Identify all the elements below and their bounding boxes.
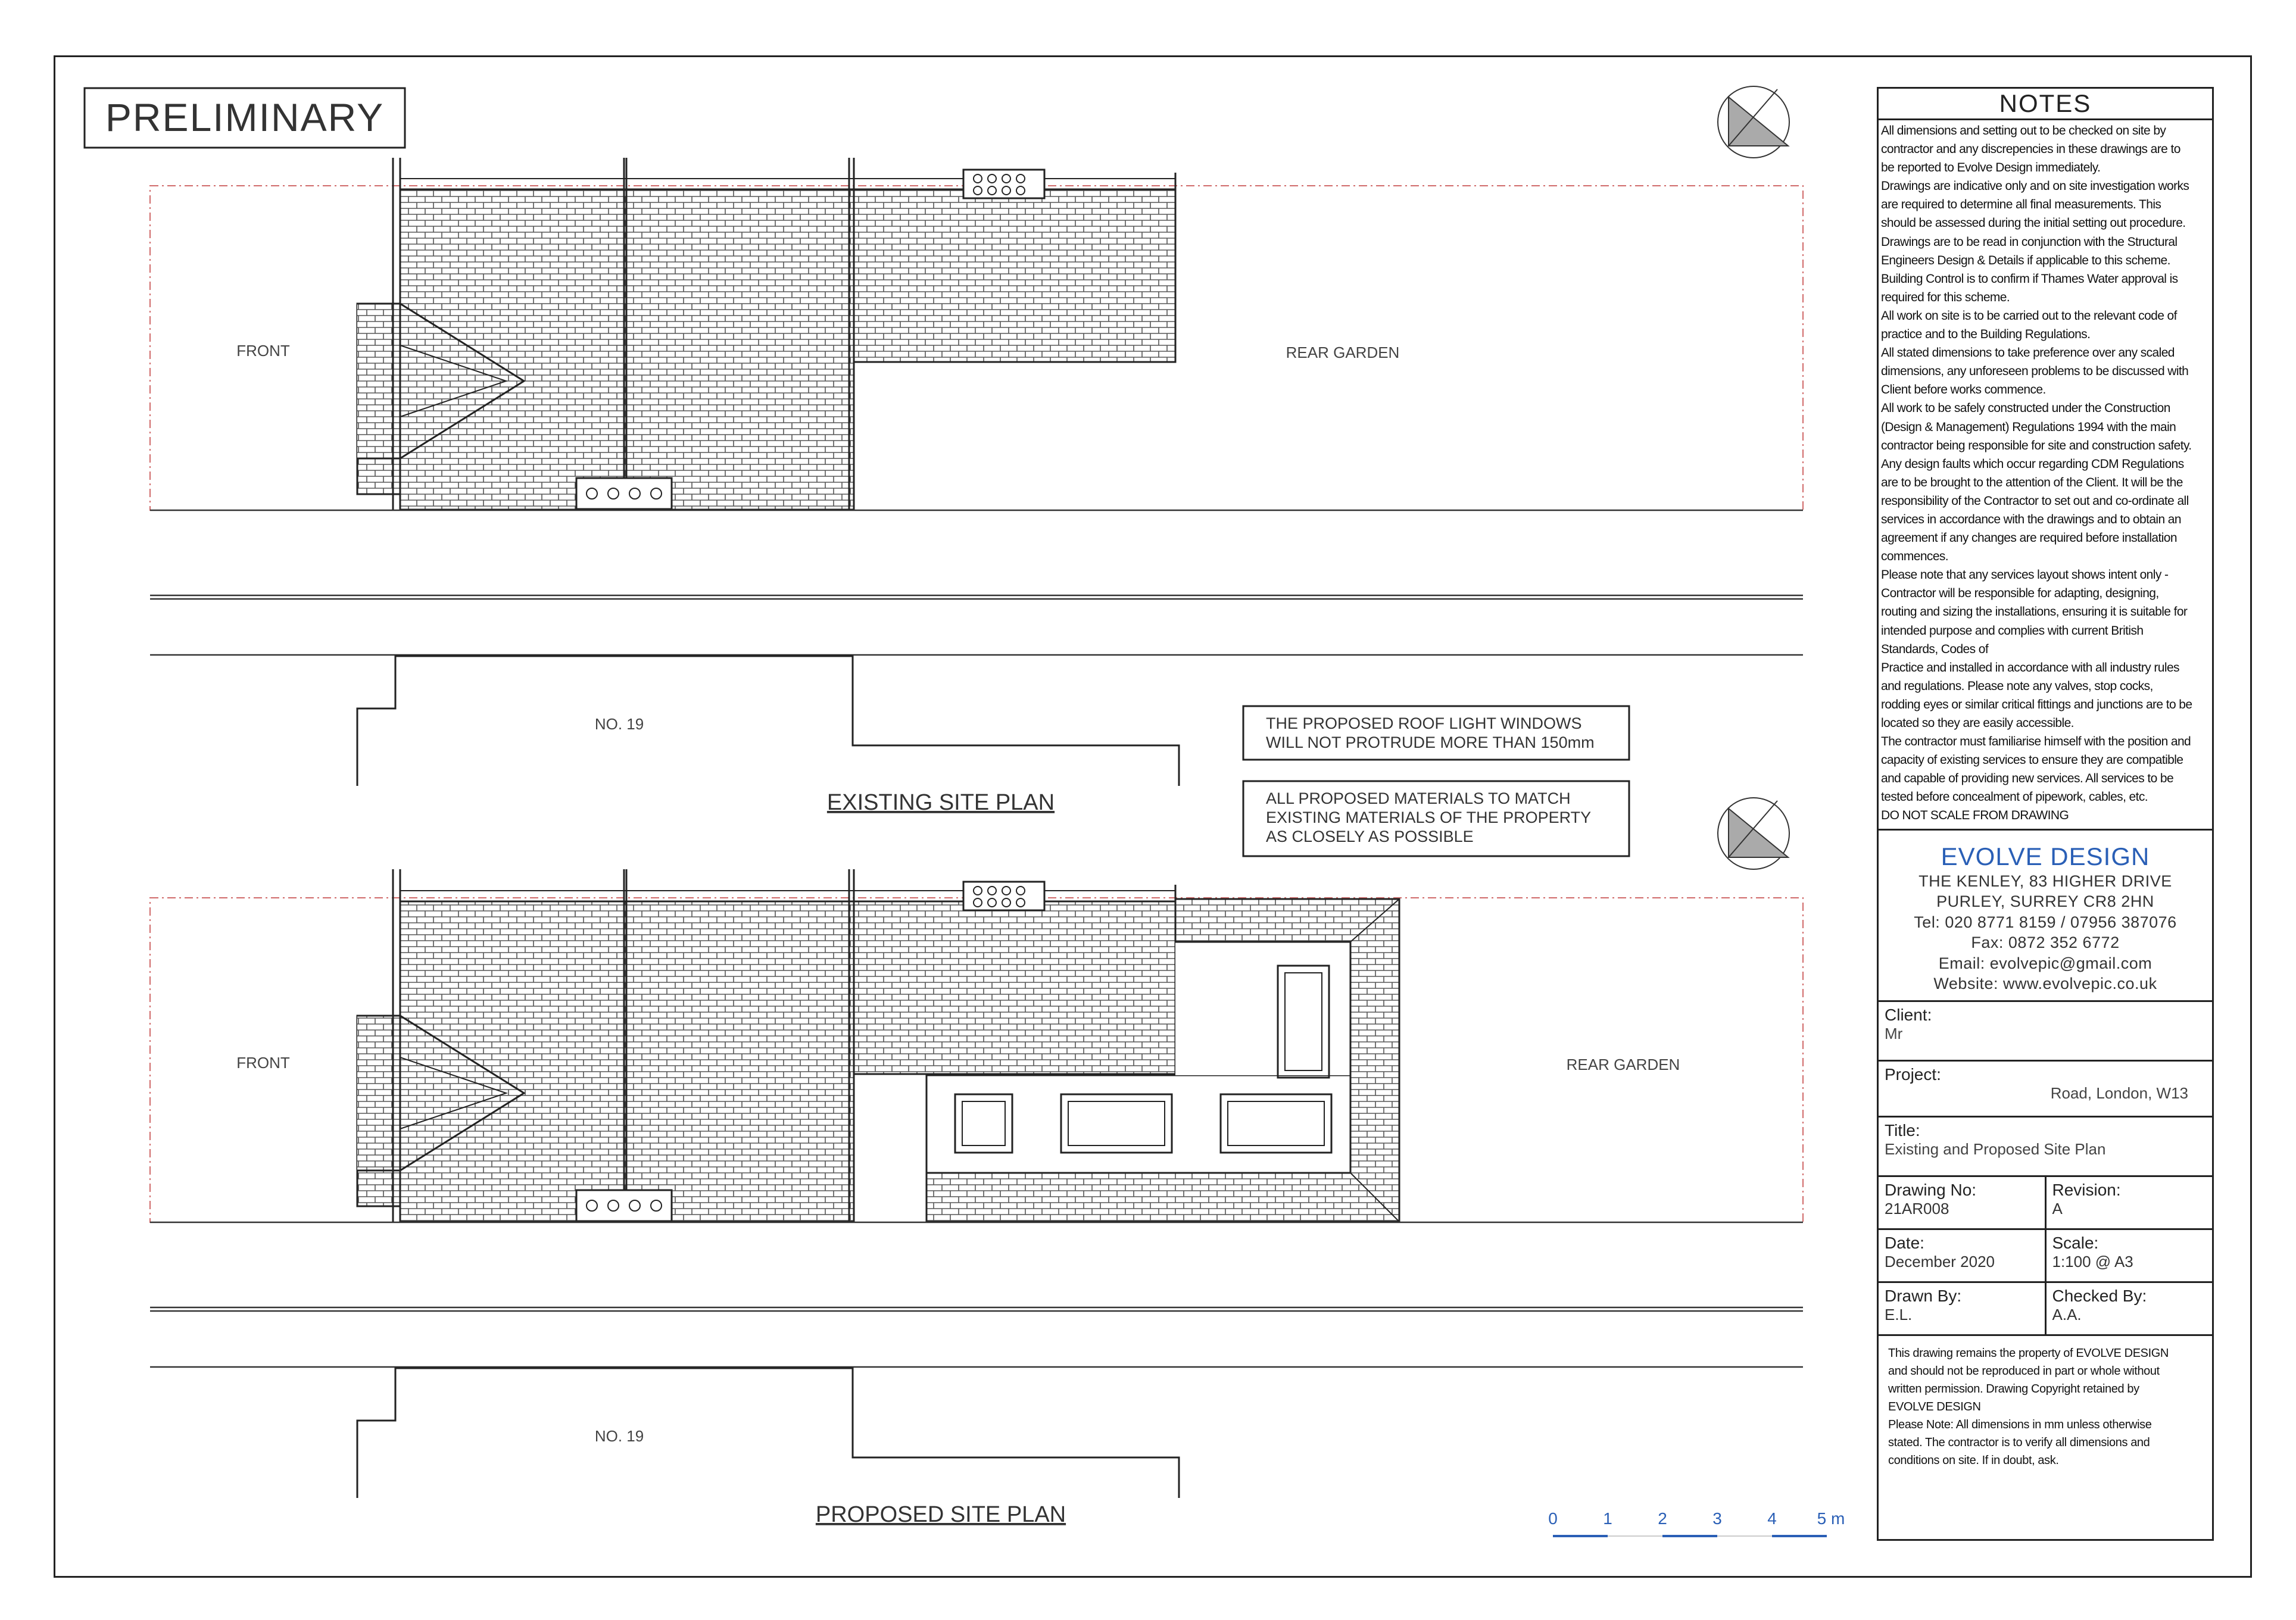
- scale-label: Scale:: [2052, 1233, 2099, 1252]
- copyright-line: stated. The contractor is to verify all dimensions and: [1888, 1435, 2150, 1449]
- note-line: Contractor will be responsible for adapting, designing,: [1881, 586, 2159, 601]
- drawn-by-label: Drawn By:: [1885, 1286, 1962, 1305]
- callout-line: AS CLOSELY AS POSSIBLE: [1266, 828, 1474, 845]
- firm-email: Email: evolvepic@gmail.com: [1938, 954, 2152, 972]
- copyright-line: EVOLVE DESIGN: [1888, 1400, 1981, 1413]
- proposed-site-plan: [150, 869, 1803, 1527]
- scale-tick: 1: [1603, 1509, 1612, 1528]
- scale-bar: [1548, 1509, 1845, 1536]
- note-line: All dimensions and setting out to be checked on site by: [1881, 124, 2166, 138]
- note-line: Client before works commence.: [1881, 383, 2046, 397]
- note-line: should be assessed during the initial setting out procedure.: [1881, 216, 2186, 230]
- existing-plan-title: EXISTING SITE PLAN: [826, 790, 1055, 815]
- checked-by-label: Checked By:: [2052, 1286, 2147, 1305]
- drawing-no-cell: [1879, 1177, 2047, 1228]
- drawing-no-label: Drawing No:: [1885, 1180, 1977, 1199]
- note-line: Drawings are to be read in conjunction with the Structural: [1881, 235, 2178, 249]
- note-line: dimensions, any unforeseen problems to be discussed with: [1881, 364, 2189, 379]
- checked-by-cell: [2047, 1283, 2213, 1334]
- firm-fax: Fax: 0872 352 6772: [1971, 934, 2120, 952]
- scale-tick: 3: [1712, 1509, 1722, 1528]
- note-line: All work on site is to be carried out to the relevant code of: [1881, 308, 2177, 323]
- drawn-by-cell: [1879, 1283, 2047, 1334]
- firm-address-line: THE KENLEY, 83 HIGHER DRIVE: [1918, 872, 2172, 890]
- copyright-line: This drawing remains the property of EVOLVE DESIGN: [1888, 1346, 2169, 1360]
- drawn-by-value: E.L.: [1885, 1305, 1913, 1324]
- note-line: services in accordance with the drawings and to obtain an: [1881, 512, 2181, 526]
- rear-garden-label: REAR GARDEN: [1566, 1056, 1680, 1073]
- neighbour-label: NO. 19: [594, 1427, 644, 1445]
- preliminary-text: PRELIMINARY: [105, 95, 385, 139]
- north-arrow-icon: [1718, 798, 1789, 869]
- callout-line: WILL NOT PROTRUDE MORE THAN 150mm: [1266, 733, 1595, 751]
- front-label: FRONT: [236, 342, 290, 360]
- note-line: Please note that any services layout shows intent only -: [1881, 568, 2169, 582]
- client-label: Client:: [1885, 1005, 1932, 1024]
- note-line: All work to be safely constructed under the Construction: [1881, 401, 2170, 416]
- note-line: and regulations. Please note any valves, stop cocks,: [1881, 679, 2153, 693]
- title-label: Title:: [1885, 1120, 1920, 1140]
- proposed-plan-title: PROPOSED SITE PLAN: [815, 1502, 1066, 1527]
- rear-garden-label: REAR GARDEN: [1286, 344, 1400, 361]
- firm-phone: Tel: 020 8771 8159 / 07956 387076: [1914, 913, 2177, 931]
- note-line: Any design faults which occur regarding CDM Regulations: [1881, 457, 2184, 471]
- note-line: DO NOT SCALE FROM DRAWING: [1881, 809, 2069, 823]
- materials-callout: [1243, 781, 1629, 856]
- title-value: Existing and Proposed Site Plan: [1885, 1140, 2106, 1158]
- note-line: routing and sizing the installations, ensuring it is suitable for: [1881, 605, 2188, 619]
- client-value: Mr: [1885, 1024, 1903, 1042]
- scale-cell: [2047, 1230, 2213, 1281]
- note-line: Building Control is to confirm if Thames Water approval is: [1881, 271, 2178, 286]
- revision-value: A: [2052, 1199, 2063, 1218]
- neighbour-label: NO. 19: [594, 715, 644, 733]
- firm-website: Website: www.evolvepic.co.uk: [1933, 975, 2157, 993]
- title-block: [1877, 87, 2214, 1541]
- date-value: December 2020: [1885, 1252, 1995, 1271]
- copyright-line: conditions on site. If in doubt, ask.: [1888, 1453, 2059, 1467]
- note-line: Drawings are indicative only and on site investigation works: [1881, 179, 2189, 193]
- project-label: Project:: [1885, 1065, 1941, 1084]
- firm-address-line: PURLEY, SURREY CR8 2HN: [1936, 892, 2154, 911]
- rooflight-callout: [1243, 706, 1629, 760]
- date-cell: [1879, 1230, 2047, 1281]
- notes-heading: NOTES: [1879, 89, 2212, 120]
- north-arrow-icon: [1718, 86, 1789, 158]
- preliminary-stamp: [85, 88, 405, 148]
- note-line: agreement if any changes are required before installation: [1881, 531, 2177, 545]
- note-line: tested before concealment of pipework, cables, etc.: [1881, 790, 2148, 804]
- note-line: are to be brought to the attention of the Client. It will be the: [1881, 475, 2183, 489]
- copyright-line: and should not be reproduced in part or whole without: [1888, 1364, 2160, 1378]
- note-line: responsibility of the Contractor to set out and co-ordinate all: [1881, 494, 2189, 508]
- copyright-line: Please Note: All dimensions in mm unless otherwise: [1888, 1418, 2152, 1431]
- note-line: be reported to Evolve Design immediately.: [1881, 161, 2101, 175]
- copyright-notice: [1879, 1334, 2212, 1539]
- firm-name: EVOLVE DESIGN: [1941, 842, 2150, 870]
- client-cell: [1879, 1000, 2212, 1060]
- date-label: Date:: [1885, 1233, 1924, 1252]
- drawing-revision-row: [1879, 1175, 2212, 1228]
- note-line: located so they are easily accessible.: [1881, 716, 2074, 730]
- note-line: commences.: [1881, 550, 1949, 564]
- scale-tick: 2: [1658, 1509, 1667, 1528]
- note-line: Engineers Design & Details if applicable to this scheme.: [1881, 253, 2170, 267]
- note-line: Practice and installed in accordance with all industry rules: [1881, 660, 2179, 675]
- title-cell: [1879, 1116, 2212, 1175]
- drawing-no-value: 21AR008: [1885, 1199, 1949, 1218]
- notes-body: [1879, 120, 2212, 829]
- project-value: Road, London, W13: [2050, 1084, 2188, 1102]
- scale-tick: 4: [1767, 1509, 1777, 1528]
- revision-cell: [2047, 1177, 2213, 1228]
- note-line: All stated dimensions to take preference over any scaled: [1881, 346, 2175, 360]
- callout-line: EXISTING MATERIALS OF THE PROPERTY: [1266, 809, 1592, 826]
- scale-tick: 0: [1548, 1509, 1558, 1528]
- note-line: practice and to the Building Regulations.: [1881, 327, 2091, 342]
- note-line: Standards, Codes of: [1881, 642, 1989, 656]
- note-line: required for this scheme.: [1881, 290, 2010, 304]
- note-line: contractor being responsible for site and construction safety.: [1881, 438, 2192, 452]
- copyright-line: written permission. Drawing Copyright retained by: [1888, 1382, 2139, 1396]
- note-line: and capable of providing new services. All services to be: [1881, 772, 2174, 786]
- revision-label: Revision:: [2052, 1180, 2121, 1199]
- drawn-checked-row: [1879, 1281, 2212, 1334]
- front-label: FRONT: [236, 1054, 290, 1072]
- callout-line: ALL PROPOSED MATERIALS TO MATCH: [1266, 789, 1571, 807]
- note-line: The contractor must familiarise himself with the position and: [1881, 735, 2191, 749]
- firm-details: [1879, 829, 2212, 1000]
- note-line: capacity of existing services to ensure they are compatible: [1881, 753, 2183, 767]
- note-line: are required to determine all final measurements. This: [1881, 198, 2161, 212]
- note-line: contractor and any discrepencies in these drawings are to: [1881, 142, 2180, 157]
- scale-value: 1:100 @ A3: [2052, 1252, 2133, 1271]
- checked-by-value: A.A.: [2052, 1305, 2082, 1324]
- callout-line: THE PROPOSED ROOF LIGHT WINDOWS: [1266, 714, 1582, 732]
- note-line: (Design & Management) Regulations 1994 with the main: [1881, 420, 2176, 434]
- scale-tick: 5 m: [1817, 1509, 1845, 1528]
- project-cell: [1879, 1060, 2212, 1116]
- note-line: intended purpose and complies with current British: [1881, 623, 2144, 638]
- date-scale-row: [1879, 1228, 2212, 1281]
- note-line: rodding eyes or similar critical fittings and junctions are to be: [1881, 697, 2192, 711]
